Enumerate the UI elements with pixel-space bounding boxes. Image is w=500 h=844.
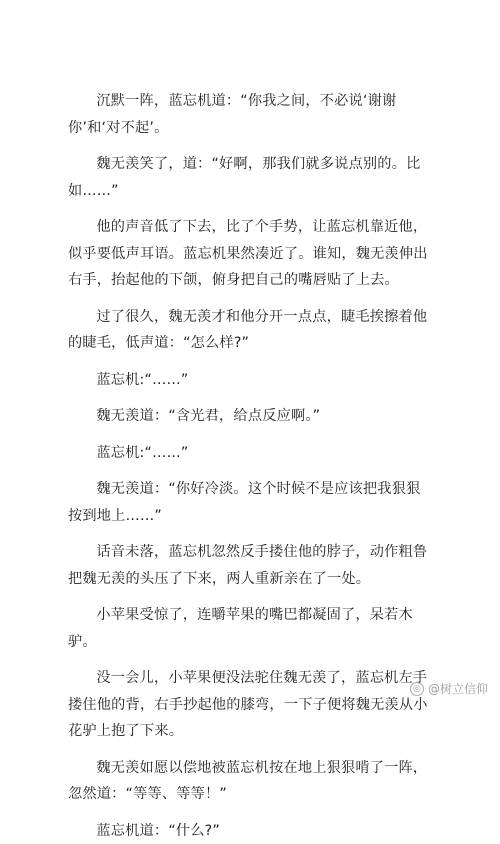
paragraph: 没一会儿，小苹果便没法驼住魏无羡了，蓝忘机左手搂住他的背，右手抄起他的膝弯，一下子便将魏无羡从小花驴上抱了下来。 — [68, 665, 432, 745]
paragraph: 魏无羡如愿以偿地被蓝忘机按在地上狠狠啃了一阵，忽然道：“等等、等等！” — [68, 755, 432, 808]
paragraph: 魏无羡道：“含光君，给点反应啊。” — [68, 403, 432, 430]
paragraph: 魏无羡笑了，道：“好啊，那我们就多说点别的。比如……” — [68, 151, 432, 204]
paragraph: 蓝忘机:“……” — [68, 440, 432, 467]
paragraph: 蓝忘机:“……” — [68, 367, 432, 394]
paragraph: 小苹果受惊了，连嚼苹果的嘴巴都凝固了，呆若木驴。 — [68, 602, 432, 655]
at-sign-icon: ◎ — [410, 682, 424, 696]
watermark-text: @树立信仰 — [428, 682, 488, 696]
paragraph: 沉默一阵，蓝忘机道：“你我之间，不必说‘谢谢你’和‘对不起’。 — [68, 88, 432, 141]
paragraph: 他的声音低了下去，比了个手势，让蓝忘机靠近他，似乎要低声耳语。蓝忘机果然凑近了。谁知，魏无羡伸出右手，抬起他的下颌，俯身把自己的嘴唇贴了上去。 — [68, 214, 432, 294]
watermark — [410, 682, 488, 696]
paragraph: 话音未落，蓝忘机忽然反手搂住他的脖子，动作粗鲁把魏无羡的头压了下来，两人重新亲在了一处。 — [68, 539, 432, 592]
paragraph: 魏无羡道：“你好冷淡。这个时候不是应该把我狠狠按到地上……” — [68, 476, 432, 529]
paragraph: 过了很久，魏无羡才和他分开一点点，睫毛挨擦着他的睫毛，低声道：“怎么样?” — [68, 304, 432, 357]
paragraph: 蓝忘机道：“什么?” — [68, 818, 432, 844]
